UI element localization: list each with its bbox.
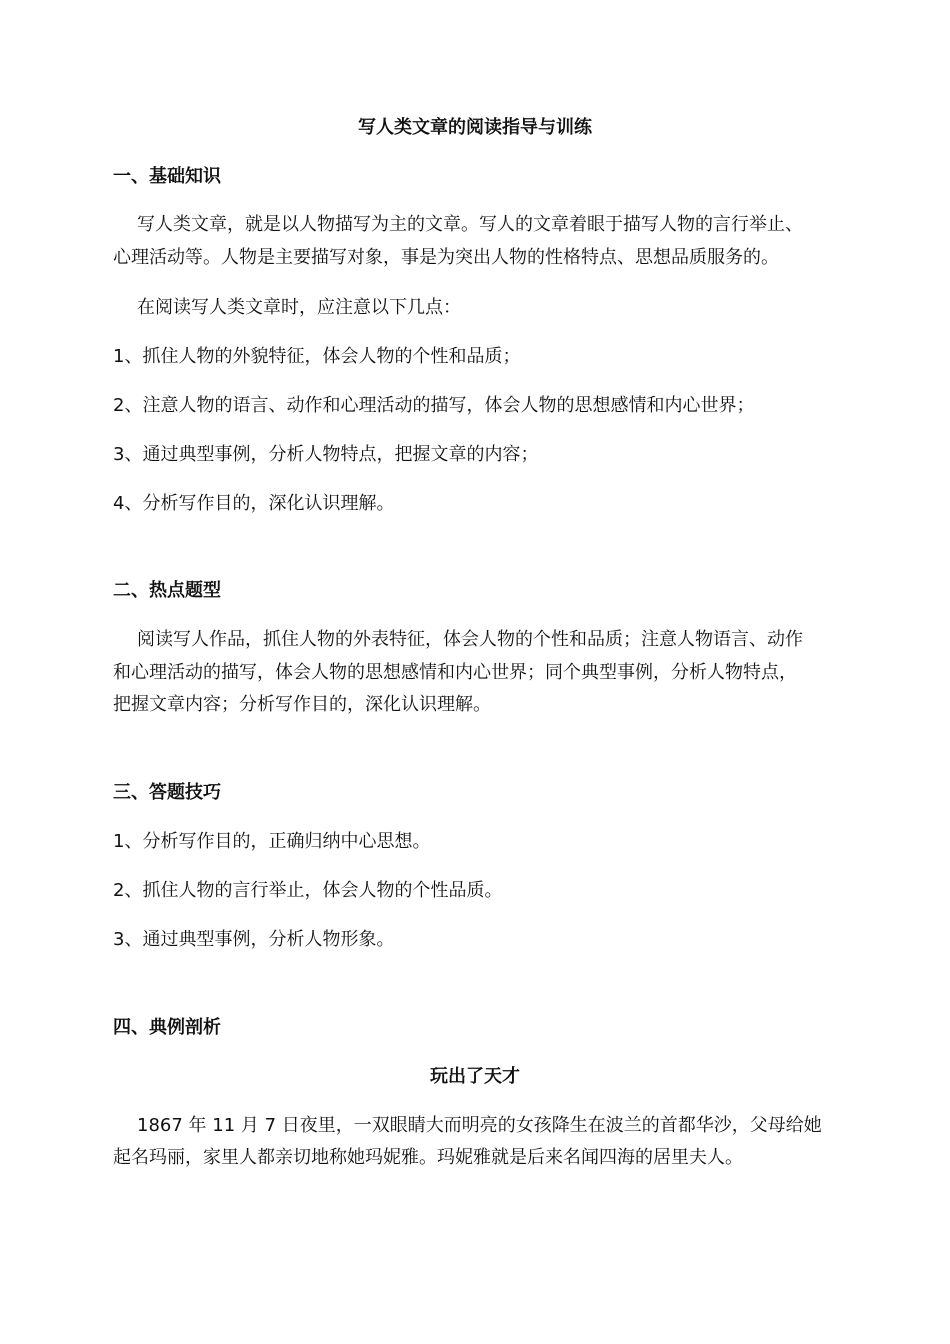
section-heading-hot-topics: 二、热点题型 xyxy=(113,580,221,601)
paragraph-line: 写人类文章，就是以人物描写为主的文章。写人的文章着眼于描写人物的言行举止、 xyxy=(137,214,803,235)
section-heading-basics: 一、基础知识 xyxy=(113,166,221,187)
paragraph-line: 阅读写人作品，抓住人物的外表特征，体会人物的个性和品质；注意人物语言、动作 xyxy=(137,629,803,650)
list-item: 1、抓住人物的外貌特征，体会人物的个性和品质； xyxy=(113,346,521,367)
article-title: 玩出了天才 xyxy=(430,1066,520,1087)
list-item: 1、分析写作目的，正确归纳中心思想。 xyxy=(113,831,431,852)
list-item: 4、分析写作目的，深化认识理解。 xyxy=(113,493,395,514)
paragraph-line: 把握文章内容；分析写作目的，深化认识理解。 xyxy=(113,694,491,715)
list-item: 2、抓住人物的言行举止，体会人物的个性品质。 xyxy=(113,880,503,901)
list-item: 3、通过典型事例，分析人物特点，把握文章的内容； xyxy=(113,444,539,465)
document-title: 写人类文章的阅读指导与训练 xyxy=(358,117,592,138)
paragraph-line: 1867 年 11 月 7 日夜里，一双眼睛大而明亮的女孩降生在波兰的首都华沙，父母给她 xyxy=(137,1115,822,1136)
paragraph-line: 和心理活动的描写，体会人物的思想感情和内心世界；同个典型事例，分析人物特点， xyxy=(113,662,797,683)
list-item: 3、通过典型事例，分析人物形象。 xyxy=(113,929,395,950)
paragraph-line: 心理活动等。人物是主要描写对象，事是为突出人物的性格特点、思想品质服务的。 xyxy=(113,247,779,268)
section-heading-answer-tips: 三、答题技巧 xyxy=(113,782,221,803)
list-item: 2、注意人物的语言、动作和心理活动的描写，体会人物的思想感情和内心世界； xyxy=(113,395,755,416)
section-heading-examples: 四、典例剖析 xyxy=(113,1017,221,1038)
paragraph-line: 起名玛丽，家里人都亲切地称她玛妮雅。玛妮雅就是后来名闻四海的居里夫人。 xyxy=(113,1147,743,1168)
paragraph-line: 在阅读写人类文章时，应注意以下几点： xyxy=(137,297,461,318)
